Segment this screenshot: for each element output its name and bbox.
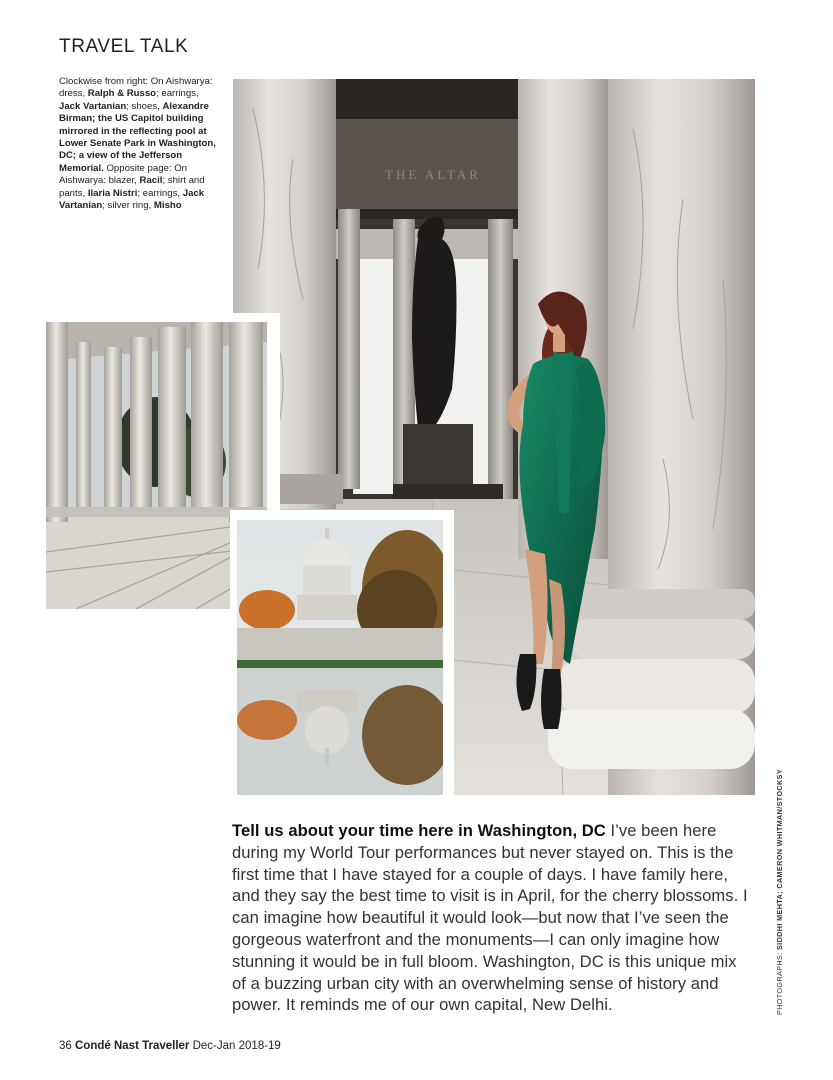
photo-credit [775,769,784,1015]
page-footer [59,1040,281,1052]
caption-segment: Ilaria Nistri [87,187,138,199]
altar-inscription: THE ALTAR [385,167,481,182]
article-answer: I’ve been here during my World Tour performances but never stayed on. This is the first time that I have stayed for a couple of days. I have family here, and they say the best time to visit is in April, for the cherry blossoms. I can imagine how beautiful it would look—but now that I’ve seen the gorgeous waterfront and the monuments—I can only imagine how stunning it would be in full bloom. Washington, DC is this unique mix of a buzzing urban city with an overwhelming sense of history and power. It reminds me of our own capital, New Delhi. [232,821,748,1015]
caption-segment: Misho [153,200,182,212]
caption-segment: ; silver ring, [102,200,154,212]
magazine-name: Condé Nast Traveller [75,1040,190,1052]
article-lead-question: Tell us about your time here in Washington, DC [232,821,606,840]
section-title: TRAVEL TALK [59,36,189,57]
caption-segment: ; shoes, [126,100,163,112]
photo-credit-label: PHOTOGRAPHS: [775,950,784,1015]
page-number: 36 [59,1040,72,1052]
caption-segment: Jack Vartanian [59,187,205,212]
caption-segment: Racil [139,175,163,187]
issue-date: Dec-Jan 2018-19 [192,1040,281,1052]
caption-segment: Ralph & Russo [87,88,157,100]
caption-segment: ; earrings, [137,187,183,199]
caption-segment: Alexandre Birman; the US Capitol building mirrored in the reflecting pool at Lower Senate Park in Washington, DC; a view of the Jefferson Memorial. [59,100,216,174]
caption-segment: ; shirt and pants, [59,175,205,199]
caption-segment: ; earrings, [156,88,199,100]
photo-capitol-reflecting-pool [237,520,443,795]
caption-segment: Jack Vartanian [59,100,127,112]
caption-segment: Clockwise from right: On Aishwarya: dress, [59,76,213,100]
article-body [232,820,754,1016]
photo-caption [59,76,219,212]
caption-segment: Opposite page: On Aishwarya: blazer, [59,162,187,187]
photo-credit-names: SIDDHI MEHTA; CAMERON WHITMAN/STOCKSY [775,768,784,951]
